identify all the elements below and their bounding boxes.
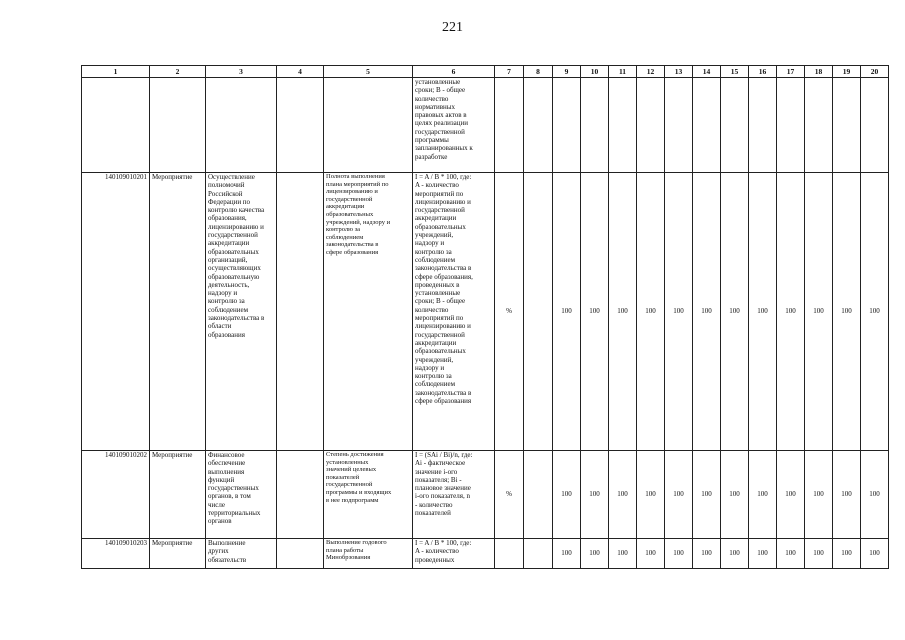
value-cell	[553, 78, 581, 173]
value-cell: 100	[833, 451, 861, 539]
column-header: 16	[749, 66, 777, 78]
formula-cell-text: установленные сроки; В - общее количество нормативных правовых актов в целях реализации государственной программы запланированных к разработке	[415, 78, 473, 161]
unit-cell: %	[495, 173, 524, 451]
column-header: 13	[665, 66, 693, 78]
value-cell: 100	[749, 451, 777, 539]
col4-cell	[277, 78, 324, 173]
table-row	[82, 173, 889, 451]
type-cell	[150, 539, 206, 569]
value-cell: 100	[693, 451, 721, 539]
table-row	[82, 539, 889, 569]
unit-cell	[495, 539, 524, 569]
value-cell	[637, 78, 665, 173]
value-cell: 100	[609, 173, 637, 451]
indicators-table	[81, 65, 889, 569]
value-cell: 100	[721, 173, 749, 451]
code-cell	[82, 451, 150, 539]
value-cell	[777, 78, 805, 173]
name-cell	[206, 451, 277, 539]
value-cell: 100	[693, 539, 721, 569]
formula-cell-text: I = A / B * 100, где: A - количество проведенных	[415, 539, 472, 564]
code-cell-text: 140109010202	[105, 451, 147, 459]
value-cell: 100	[805, 451, 833, 539]
value-cell	[749, 78, 777, 173]
column-header: 10	[581, 66, 609, 78]
type-cell-text: Мероприятие	[152, 451, 193, 459]
value-cell: 100	[805, 173, 833, 451]
value-cell	[609, 78, 637, 173]
value-cell: 100	[665, 539, 693, 569]
column-header: 8	[524, 66, 553, 78]
formula-cell	[413, 539, 495, 569]
name-cell-text: Выполнение других обязательств	[208, 539, 247, 564]
unit-cell	[495, 78, 524, 173]
formula-cell	[413, 451, 495, 539]
type-cell	[150, 451, 206, 539]
column-header: 20	[861, 66, 889, 78]
col4-cell	[277, 173, 324, 451]
column-header: 5	[324, 66, 413, 78]
value-cell: 100	[749, 539, 777, 569]
value-cell	[665, 78, 693, 173]
code-cell-text: 140109010201	[105, 173, 147, 181]
col8-cell	[524, 539, 553, 569]
column-header: 11	[609, 66, 637, 78]
value-cell: 100	[609, 539, 637, 569]
value-cell: 100	[553, 539, 581, 569]
value-cell	[861, 78, 889, 173]
value-cell: 100	[637, 539, 665, 569]
column-header: 18	[805, 66, 833, 78]
name-cell	[206, 173, 277, 451]
column-header: 2	[150, 66, 206, 78]
column-header: 3	[206, 66, 277, 78]
page-number: 221	[442, 20, 463, 35]
code-cell	[82, 173, 150, 451]
value-cell: 100	[665, 173, 693, 451]
value-cell: 100	[777, 539, 805, 569]
value-cell: 100	[777, 173, 805, 451]
type-cell-text: Мероприятие	[152, 539, 193, 547]
column-header: 9	[553, 66, 581, 78]
table-row	[82, 451, 889, 539]
name-cell	[206, 78, 277, 173]
value-cell: 100	[581, 539, 609, 569]
col8-cell	[524, 451, 553, 539]
value-cell: 100	[861, 451, 889, 539]
value-cell: 100	[861, 173, 889, 451]
name-cell	[206, 539, 277, 569]
header-row	[82, 66, 889, 78]
col4-cell	[277, 539, 324, 569]
value-cell	[833, 78, 861, 173]
col8-cell	[524, 173, 553, 451]
name-cell-text: Финансовое обеспечение выполнения функций государственных органов, в том числе территориальных органов	[208, 451, 261, 526]
value-cell: 100	[749, 173, 777, 451]
indicator-cell	[324, 539, 413, 569]
indicator-cell	[324, 451, 413, 539]
value-cell: 100	[637, 173, 665, 451]
indicator-cell-text: Полнота выполнения плана мероприятий по лицензированию и государственной аккредитации образовательных учреждений, надзору и контролю за соблюдением законодательства в сфере образования	[326, 173, 391, 256]
indicator-cell	[324, 173, 413, 451]
column-header: 6	[413, 66, 495, 78]
value-cell: 100	[665, 451, 693, 539]
value-cell: 100	[721, 451, 749, 539]
code-cell	[82, 539, 150, 569]
col4-cell	[277, 451, 324, 539]
column-header: 15	[721, 66, 749, 78]
column-header: 4	[277, 66, 324, 78]
indicator-cell-text: Выполнение годового плана работы Минобрзования	[326, 539, 387, 562]
formula-cell	[413, 173, 495, 451]
value-cell: 100	[581, 173, 609, 451]
column-header: 19	[833, 66, 861, 78]
value-cell: 100	[721, 539, 749, 569]
unit-cell: %	[495, 451, 524, 539]
value-cell: 100	[637, 451, 665, 539]
type-cell-text: Мероприятие	[152, 173, 193, 181]
formula-cell-text: I = (SAi / Bi)/n, где: Ai - фактическое значение i-ого показателя; Bi - плановое значение i-ого показателя, n - количество показателей	[415, 451, 473, 518]
column-header: 17	[777, 66, 805, 78]
column-header: 14	[693, 66, 721, 78]
value-cell: 100	[805, 539, 833, 569]
column-header: 12	[637, 66, 665, 78]
type-cell	[150, 173, 206, 451]
col8-cell	[524, 78, 553, 173]
formula-cell-text: I = A / B * 100, где: A - количество мероприятий по лицензированию и государственной аккредитации образовательных учреждений, надзору и контролю за соблюдением законодательства в сфере образования, проведенных в установленные сроки; В - общее количество мероприятий по лицензированию и государственной аккредитации образовательных учреждений, надзору и контролю за соблюдением законодательства в сфере образования	[415, 173, 473, 406]
value-cell: 100	[833, 539, 861, 569]
name-cell-text: Осуществление полномочий Российской Федерации по контролю качества образования, лицензированию и государственной аккредитации образовательных организаций, осуществляющих образовательную деятельность, надзору и контролю за соблюдением законодательства в области образования	[208, 173, 265, 339]
value-cell	[721, 78, 749, 173]
table-row	[82, 78, 889, 173]
code-cell-text: 140109010203	[105, 539, 147, 547]
column-header: 1	[82, 66, 150, 78]
column-header: 7	[495, 66, 524, 78]
value-cell	[581, 78, 609, 173]
value-cell: 100	[553, 173, 581, 451]
value-cell: 100	[609, 451, 637, 539]
type-cell	[150, 78, 206, 173]
indicator-cell	[324, 78, 413, 173]
value-cell: 100	[777, 451, 805, 539]
value-cell	[805, 78, 833, 173]
code-cell	[82, 78, 150, 173]
value-cell: 100	[833, 173, 861, 451]
value-cell: 100	[861, 539, 889, 569]
indicator-cell-text: Степень достижения установленных значений целевых показателей государственной программы и входящих в нее подпрограмм	[326, 451, 392, 504]
value-cell: 100	[693, 173, 721, 451]
value-cell	[693, 78, 721, 173]
value-cell: 100	[581, 451, 609, 539]
formula-cell	[413, 78, 495, 173]
value-cell: 100	[553, 451, 581, 539]
